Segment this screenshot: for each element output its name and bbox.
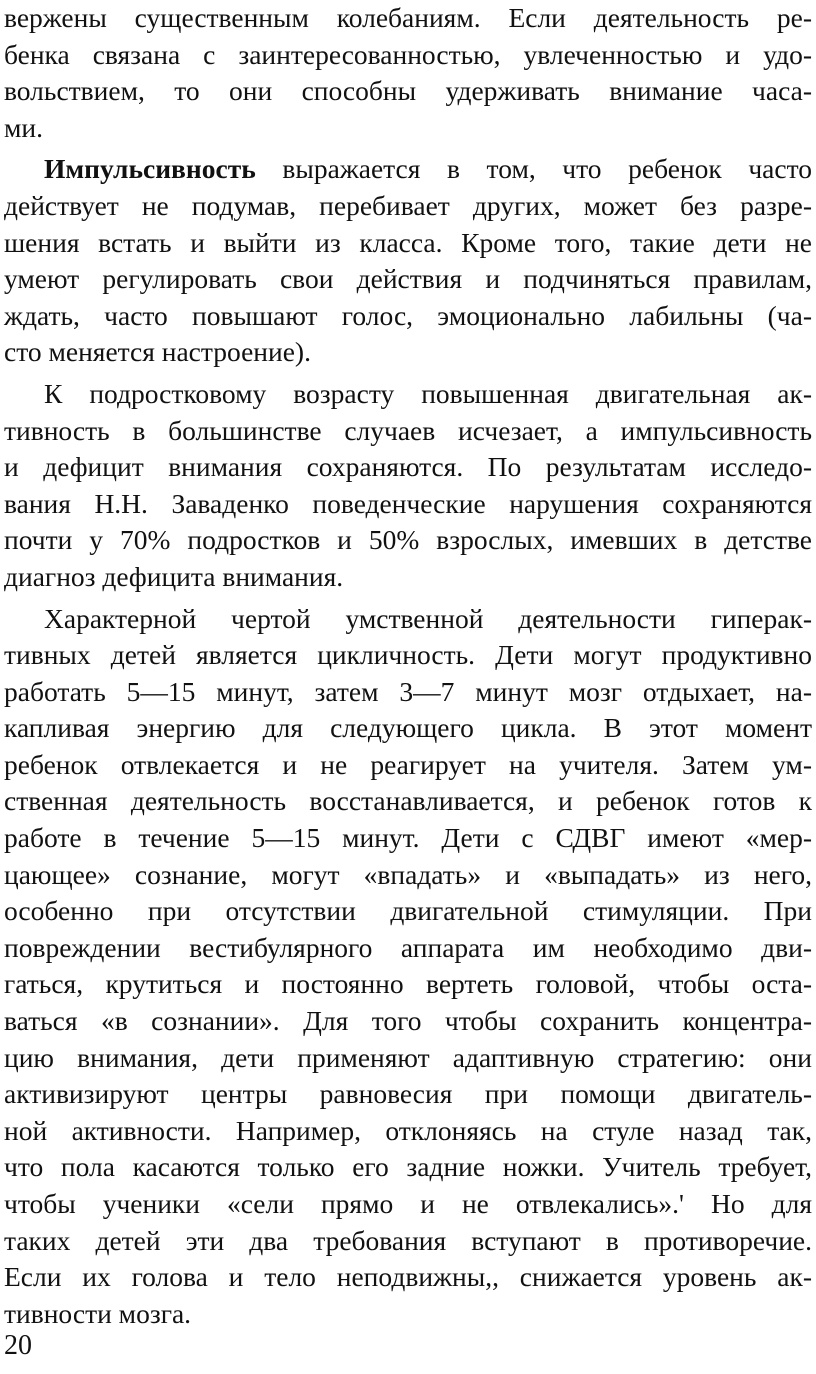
- text-line: вержены существенным колебаниям. Если деятельность ре-: [4, 2, 812, 33]
- text-line: таких детей эти два требования вступают в противоречие.: [4, 1224, 812, 1256]
- paragraph-2: [4, 151, 812, 371]
- text-line: что пола касаются только его задние ножки. Учитель требует,: [4, 1151, 812, 1183]
- text-line: диагноз дефицита внимания.: [4, 560, 344, 592]
- text-line: шения встать и выйти из класса. Кроме того, такие дети не: [4, 226, 812, 258]
- text-line: ственная деятельность восстанавливается, и ребенок готов к: [4, 785, 812, 817]
- text-line: работать 5—15 минут, затем 3—7 минут мозг отдыхает, на-: [4, 675, 812, 707]
- text-line: ной активности. Например, отклоняясь на стуле назад так,: [4, 1114, 812, 1146]
- text-line: активизируют центры равновесия при помощи двигатель-: [4, 1078, 812, 1110]
- text-line: работе в течение 5—15 минут. Дети с СДВГ имеют «мер-: [4, 822, 812, 854]
- text-line: вания Н.Н. Заваденко поведенческие нарушения сохраняются: [4, 487, 812, 519]
- text-line: сто меняется настроение).: [4, 336, 311, 368]
- text-line: тивности мозга.: [4, 1297, 192, 1329]
- text-line: вольствием, то они способны удерживать внимание часа-: [4, 75, 812, 107]
- text-line: цию внимания, дети применяют адаптивную стратегию: они: [4, 1041, 812, 1073]
- text-fragment: выражается в том, что ребенок часто: [255, 153, 812, 185]
- text-line: капливая энергию для следующего цикла. В этот момент: [4, 712, 812, 744]
- text-line: бенка связана с заинтересованностью, увлеченностью и удо-: [4, 38, 812, 70]
- text-line: умеют регулировать свои действия и подчиняться правилам,: [4, 263, 812, 295]
- text-line: ваться «в сознании». Для того чтобы сохранить концентра-: [4, 1005, 812, 1037]
- text-line: тивных детей является цикличность. Дети могут продуктивно: [4, 639, 812, 671]
- text-line: чтобы ученики «сели прямо и не отвлекались».' Но для: [4, 1188, 812, 1219]
- paragraph-3: [4, 376, 812, 596]
- text-line: К подростковому возрасту повышенная двигательная ак-: [44, 377, 812, 409]
- text-line: Если их голова и тело неподвижны,, снижается уровень ак-: [4, 1261, 812, 1293]
- paragraph-4: [4, 601, 812, 1333]
- page-number: 20: [4, 1330, 32, 1361]
- text-line: почти у 70% подростков и 50% взрослых, имевших в детстве: [4, 524, 812, 556]
- text-line: повреждении вестибулярного аппарата им необходимо дви-: [4, 931, 812, 963]
- text-line: цающее» сознание, могут «впадать» и «выпадать» из него,: [4, 858, 812, 890]
- text-line: ждать, часто повышают голос, эмоционально лабильны (ча-: [4, 299, 812, 331]
- text-line: гаться, крутиться и постоянно вертеть головой, чтобы оста-: [4, 968, 812, 1000]
- text-line: тивность в большинстве случаев исчезает, а импульсивность: [4, 414, 812, 446]
- text-line: особенно при отсутствии двигательной стимуляции. При: [4, 895, 812, 927]
- text-line: [4, 151, 812, 188]
- paragraph-1: [4, 0, 812, 146]
- text-line: ребенок отвлекается и не реагирует на учителя. Затем ум-: [4, 748, 812, 780]
- text-line: ми.: [4, 111, 43, 143]
- text-line: Характерной чертой умственной деятельности гиперак-: [44, 602, 812, 634]
- text-line: действует не подумав, перебивает других, может без разре-: [4, 189, 812, 221]
- page-body: [4, 0, 812, 1337]
- bold-term: Импульсивность: [44, 153, 256, 185]
- text-line: и дефицит внимания сохраняются. По результатам исследо-: [4, 451, 812, 483]
